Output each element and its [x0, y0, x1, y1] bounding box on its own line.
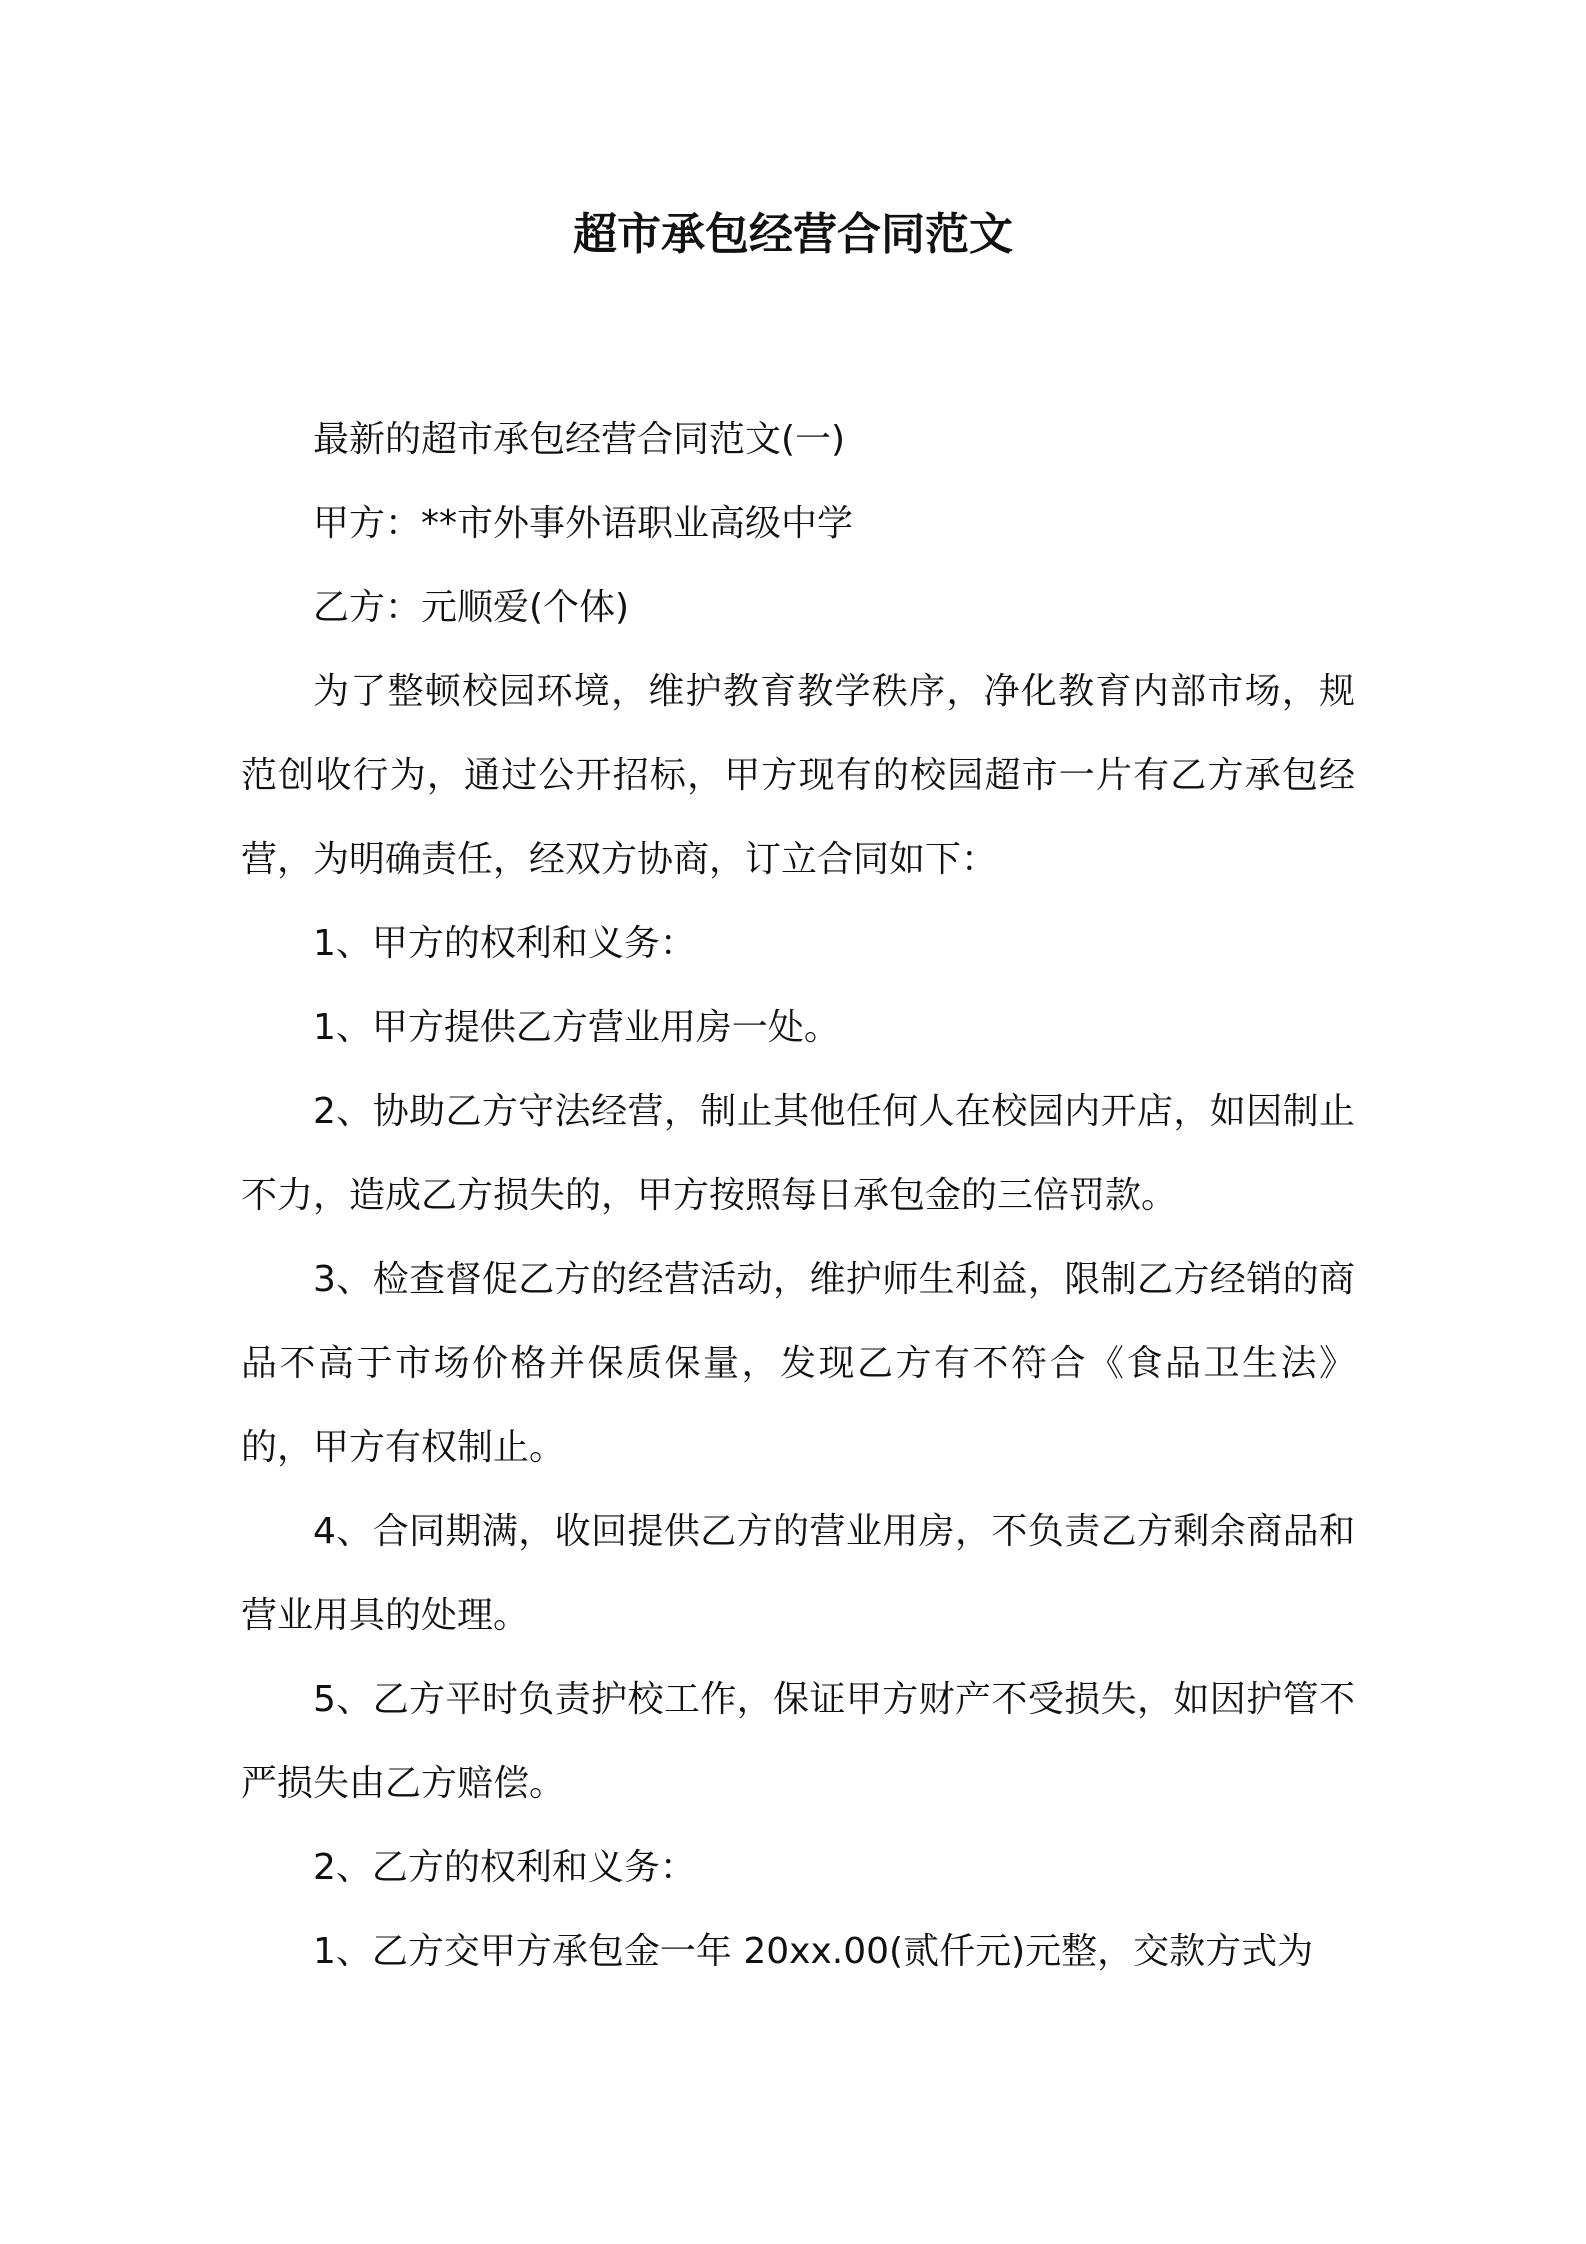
paragraph-subtitle: 最新的超市承包经营合同范文(一) — [313, 419, 846, 460]
document-title: 超市承包经营合同范文 — [573, 209, 1013, 260]
paragraph-party-b: 乙方：元顺爱(个体) — [313, 587, 630, 628]
clause-a-1: 1、甲方提供乙方营业用房一处。 — [313, 1007, 840, 1048]
paragraph-party-a: 甲方：**市外事外语职业高级中学 — [313, 503, 854, 544]
section-heading-party-a: 1、甲方的权利和义务： — [313, 923, 696, 964]
clause-a-4: 4、合同期满，收回提供乙方的营业用房，不负责乙方剩余商品和营业用具的处理。 — [241, 1511, 1355, 1636]
paragraph-preamble: 为了整顿校园环境，维护教育教学秩序，净化教育内部市场，规范创收行为，通过公开招标，甲方现有的校园超市一片有乙方承包经营，为明确责任，经双方协商，订立合同如下： — [241, 671, 1355, 880]
clause-a-2: 2、协助乙方守法经营，制止其他任何人在校园内开店，如因制止不力，造成乙方损失的，甲方按照每日承包金的三倍罚款。 — [241, 1091, 1355, 1216]
section-heading-party-b: 2、乙方的权利和义务： — [313, 1847, 696, 1888]
clause-b-1: 1、乙方交甲方承包金一年 20xx.00(贰仟元)元整，交款方式为 — [313, 1931, 1314, 1972]
clause-a-5: 5、乙方平时负责护校工作，保证甲方财产不受损失，如因护管不严损失由乙方赔偿。 — [241, 1679, 1355, 1804]
document-body — [241, 398, 1355, 1994]
clause-a-3: 3、检查督促乙方的经营活动，维护师生利益，限制乙方经销的商品不高于市场价格并保质保量，发现乙方有不符合《食品卫生法》的，甲方有权制止。 — [241, 1259, 1355, 1468]
